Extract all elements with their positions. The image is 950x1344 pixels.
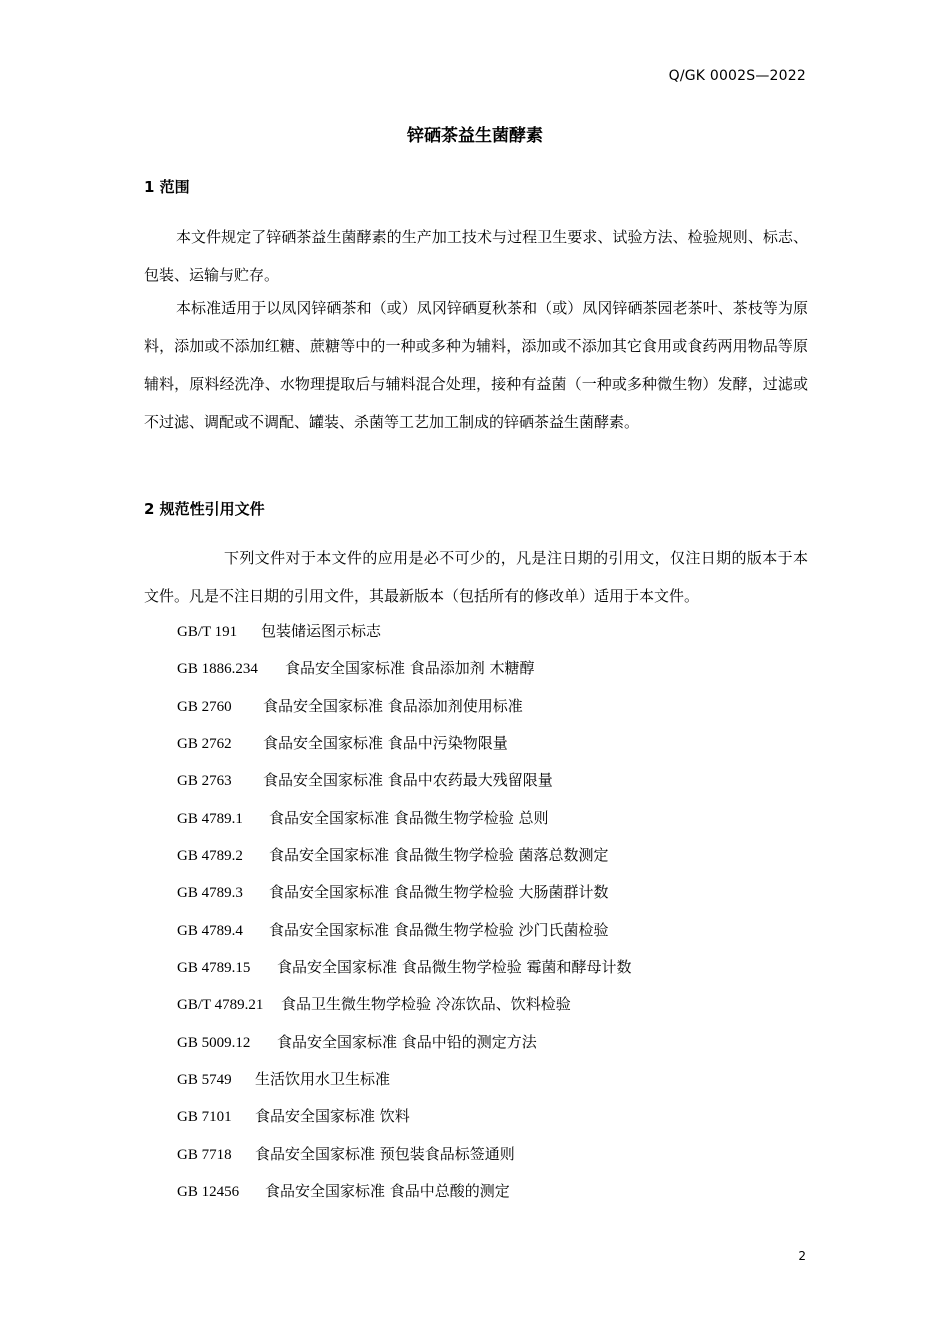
- reference-code: GB 5009.12: [177, 1034, 251, 1051]
- reference-code: GB 4789.4: [177, 922, 243, 939]
- reference-title: 食品安全国家标准 食品微生物学检验 大肠菌群计数: [269, 883, 609, 902]
- reference-title: 食品安全国家标准 饮料: [255, 1107, 410, 1126]
- scope-paragraph-1: 本文件规定了锌硒茶益生菌酵素的生产加工技术与过程卫生要求、试验方法、检验规则、标志、包装、运输与贮存。: [144, 228, 808, 284]
- reference-code: GB 7101: [177, 1109, 232, 1126]
- reference-item: [177, 1143, 632, 1180]
- reference-title: 食品安全国家标准 食品微生物学检验 霉菌和酵母计数: [277, 958, 632, 977]
- reference-title: 食品安全国家标准 预包装食品标签通则: [255, 1144, 515, 1163]
- reference-item: [177, 695, 632, 732]
- reference-item: [177, 844, 632, 881]
- reference-title: 食品安全国家标准 食品微生物学检验 菌落总数测定: [269, 846, 609, 865]
- page-number: 2: [798, 1249, 806, 1263]
- reference-title: 食品安全国家标准 食品微生物学检验 总则: [269, 808, 549, 827]
- reference-title: 食品安全国家标准 食品中污染物限量: [263, 734, 508, 753]
- reference-title: 食品安全国家标准 食品中农药最大残留限量: [263, 771, 553, 790]
- reference-item: [177, 1068, 632, 1105]
- document-title: 锌硒茶益生菌酵素: [407, 126, 543, 146]
- reference-item: [177, 1180, 632, 1217]
- reference-title: 包装储运图示标志: [261, 622, 382, 640]
- reference-title: 食品安全国家标准 食品添加剂 木糖醇: [285, 659, 535, 678]
- reference-code: GB 2763: [177, 773, 232, 790]
- reference-code: GB 2760: [177, 698, 232, 715]
- reference-code: GB 2762: [177, 736, 232, 753]
- reference-item: [177, 769, 632, 806]
- reference-code: GB 7718: [177, 1146, 232, 1163]
- standard-code: Q/GK 0002S—2022: [668, 68, 806, 84]
- reference-title: 食品安全国家标准 食品中铅的测定方法: [277, 1032, 537, 1051]
- reference-item: [177, 1031, 632, 1068]
- reference-item: [177, 657, 632, 694]
- reference-code: GB 5749: [177, 1072, 232, 1089]
- reference-title: 食品安全国家标准 食品中总酸的测定: [265, 1182, 510, 1201]
- reference-code: GB 4789.15: [177, 960, 251, 977]
- reference-code: GB/T 191: [177, 624, 238, 640]
- section-heading-normative-references: 2 规范性引用文件: [144, 500, 265, 518]
- reference-item: [177, 919, 632, 956]
- reference-code: GB 1886.234: [177, 661, 258, 678]
- reference-title: 食品安全国家标准 食品微生物学检验 沙门氏菌检验: [269, 920, 609, 939]
- reference-title: 食品卫生微生物学检验 冷冻饮品、饮料检验: [281, 995, 571, 1014]
- reference-code: GB 4789.3: [177, 885, 243, 902]
- reference-list: [177, 620, 632, 1218]
- reference-item: [177, 1105, 632, 1142]
- reference-code: GB 4789.2: [177, 848, 243, 865]
- scope-paragraph-2: 本标准适用于以凤冈锌硒茶和（或）凤冈锌硒夏秋茶和（或）凤冈锌硒茶园老茶叶、茶枝等为原料，添加或不添加红糖、蔗糖等中的一种或多种为辅料，添加或不添加其它食用或食药两用物品等原辅料，原料经洗净、水物理提取后与辅料混合处理，接种有益菌（一种或多种微生物）发酵，过滤或不过滤、调配或不调配、罐装、杀菌等工艺加工制成的锌硒茶益生菌酵素。: [144, 299, 808, 431]
- references-intro-paragraph: 下列文件对于本文件的应用是必不可少的，凡是注日期的引用文，仅注日期的版本于本文件。凡是不注日期的引用文件，其最新版本（包括所有的修改单）适用于本文件。: [144, 549, 808, 605]
- reference-item: [177, 881, 632, 918]
- reference-item: [177, 956, 632, 993]
- reference-item: [177, 732, 632, 769]
- reference-code: GB 4789.1: [177, 810, 243, 827]
- reference-item: [177, 620, 632, 657]
- reference-code: GB 12456: [177, 1184, 240, 1201]
- reference-item: [177, 993, 632, 1030]
- reference-title: 生活饮用水卫生标准: [255, 1070, 391, 1089]
- reference-item: [177, 807, 632, 844]
- reference-code: GB/T 4789.21: [177, 997, 264, 1014]
- reference-title: 食品安全国家标准 食品添加剂使用标准: [263, 696, 523, 715]
- section-heading-scope: 1 范围: [144, 178, 190, 196]
